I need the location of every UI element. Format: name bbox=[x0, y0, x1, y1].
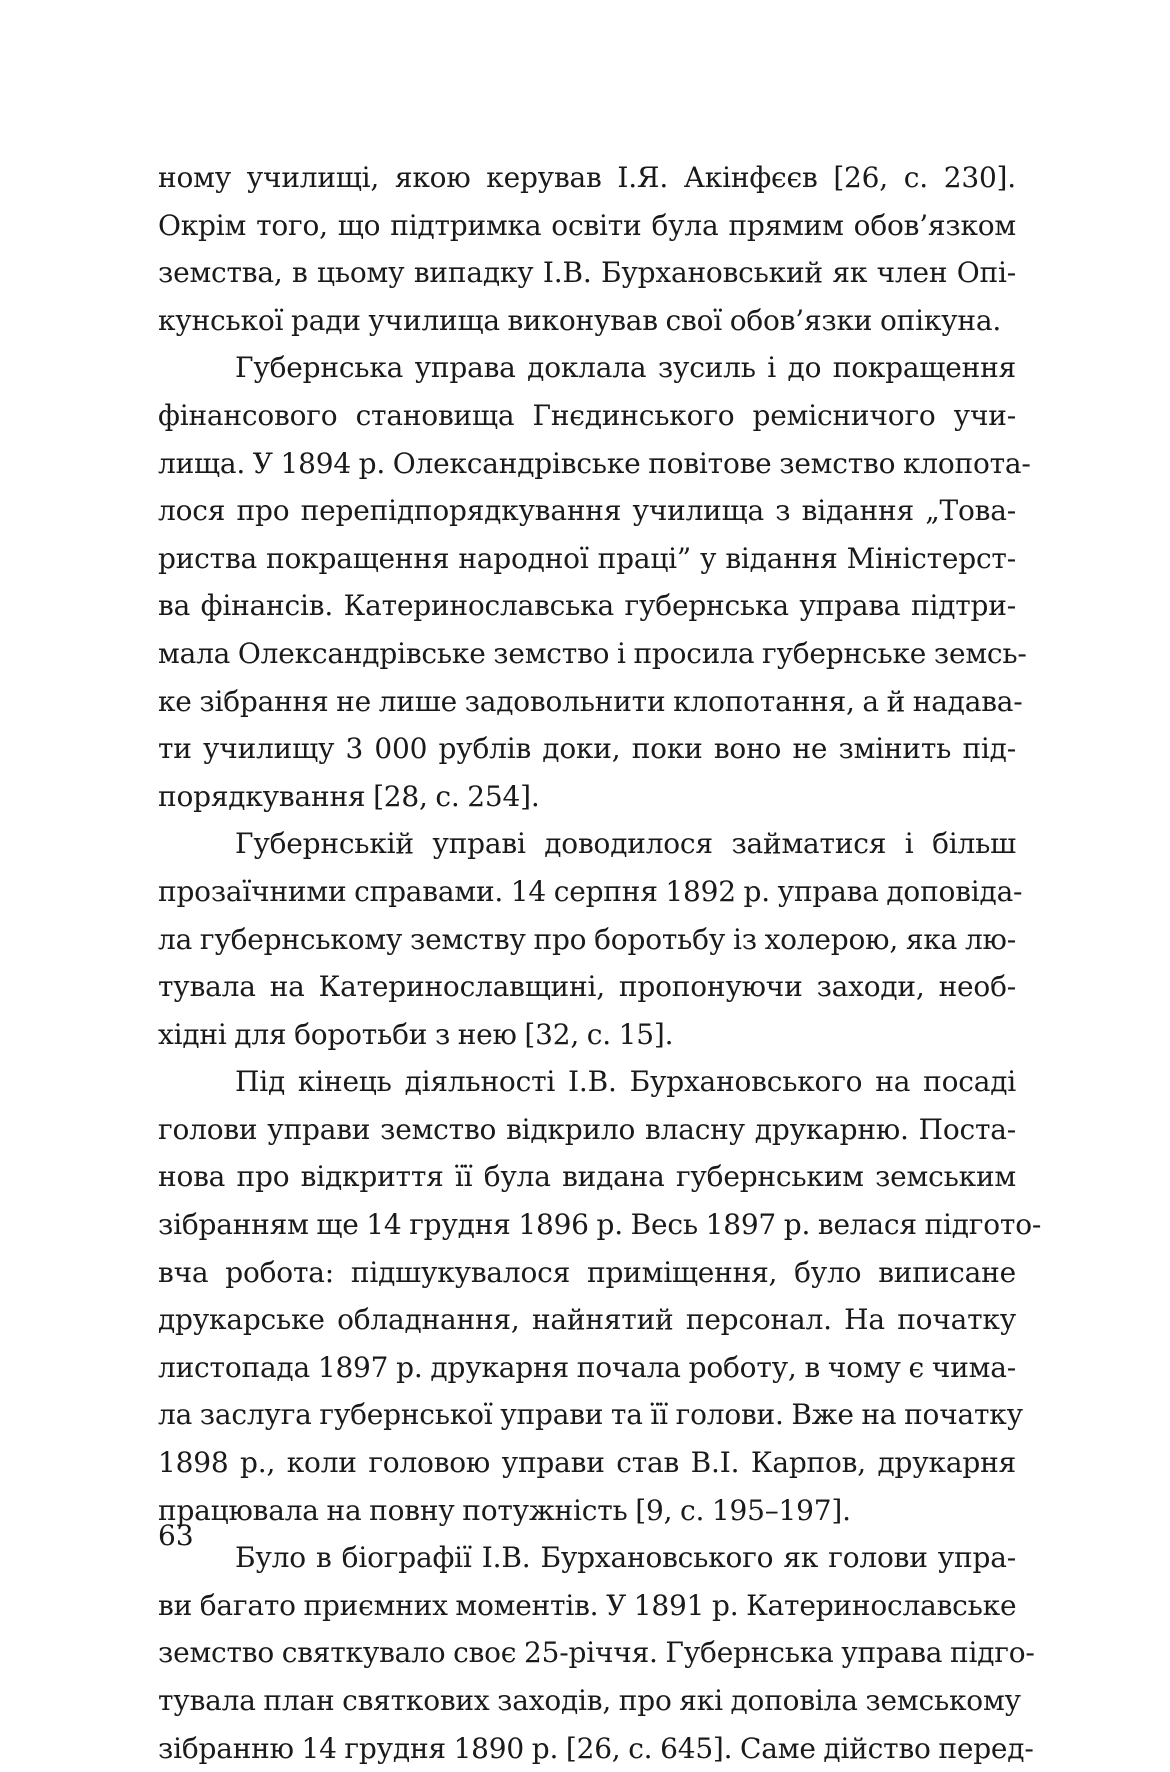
text-line: вча робота: підшукувалося приміщення, було виписане bbox=[158, 1255, 1016, 1289]
text-line: працювала на повну потужність [9, с. 195–197]. bbox=[158, 1493, 851, 1527]
paragraph-3 bbox=[158, 820, 1023, 1058]
text-line: кунської ради училища виконував свої обов’язки опікуна. bbox=[158, 303, 1002, 337]
text-line: ла губернському земству про боротьбу із холерою, яка лю- bbox=[158, 922, 1016, 956]
text-line: друкарське обладнання, найнятий персонал. На початку bbox=[158, 1303, 1016, 1337]
text-line: порядкування [28, с. 254]. bbox=[158, 779, 540, 813]
text-line: риства покращення народної праці” у відання Міністерст- bbox=[158, 541, 1016, 575]
text-line: ва фінансів. Катеринославська губернська управа підтри- bbox=[158, 589, 1016, 623]
text-line: Губернській управі доводилося займатися і більш bbox=[235, 827, 1016, 861]
paragraph-1 bbox=[158, 154, 1016, 344]
text-line: ти училищу 3 000 рублів доки, поки воно не змінить під- bbox=[158, 732, 1016, 766]
text-line: мала Олександрівське земство і просила губернське земсь- bbox=[158, 636, 1027, 670]
paragraph-2 bbox=[158, 344, 1031, 820]
page-number: 63 bbox=[158, 1519, 194, 1552]
page-body bbox=[158, 154, 1042, 1772]
text-line: ла заслуга губернської управи та її голови. Вже на початку bbox=[158, 1398, 1023, 1432]
text-line: лища. У 1894 р. Олександрівське повітове земство клопота- bbox=[158, 446, 1031, 480]
text-line: Під кінець діяльності І.В. Бурхановського на посаді bbox=[235, 1065, 1016, 1099]
text-line: земство святкувало своє 25-річчя. Губернська управа підго- bbox=[158, 1636, 1035, 1670]
text-line: ке зібрання не лише задовольнити клопотання, а й надава- bbox=[158, 684, 1023, 718]
text-line: зібранню 14 грудня 1890 р. [26, с. 645]. Саме дійство перед- bbox=[158, 1731, 1034, 1765]
text-line: земства, в цьому випадку І.В. Бурхановський як член Опі- bbox=[158, 256, 1016, 290]
text-line: Окрім того, що підтримка освіти була прямим обов’язком bbox=[158, 208, 1016, 242]
text-line: тувала план святкових заходів, про які доповіла земському bbox=[158, 1684, 1021, 1717]
text-line: хідні для боротьби з нею [32, с. 15]. bbox=[158, 1017, 674, 1051]
text-line: Було в біографії І.В. Бурхановського як голови упра- bbox=[235, 1541, 1016, 1575]
text-line: ви багато приємних моментів. У 1891 р. Катеринославське bbox=[158, 1588, 1017, 1622]
text-line: листопада 1897 р. друкарня почала роботу, в чому є чима- bbox=[158, 1350, 1016, 1384]
paragraph-5 bbox=[158, 1534, 1035, 1772]
text-line: фінансового становища Гнєдинського ремісничого учи- bbox=[158, 398, 1016, 432]
text-line: тувала на Катеринославщині, пропонуючи заходи, необ- bbox=[158, 970, 1016, 1004]
text-line: голови управи земство відкрило власну друкарню. Поста- bbox=[158, 1112, 1016, 1146]
text-line: ному училищі, якою керував І.Я. Акінфєєв [26, с. 230]. bbox=[158, 161, 1016, 194]
text-line: нова про відкриття її була видана губернським земським bbox=[158, 1160, 1016, 1194]
text-line: прозаїчними справами. 14 серпня 1892 р. управа доповіда- bbox=[158, 874, 1023, 908]
paragraph-4 bbox=[158, 1058, 1042, 1534]
text-line: лося про перепідпорядкування училища з відання „Това- bbox=[158, 494, 1016, 528]
text-line: 1898 р., коли головою управи став В.І. Карпов, друкарня bbox=[158, 1446, 1016, 1480]
text-line: Губернська управа доклала зусиль і до покращення bbox=[235, 351, 1016, 385]
text-line: зібранням ще 14 грудня 1896 р. Весь 1897 р. велася підгото- bbox=[158, 1208, 1042, 1242]
